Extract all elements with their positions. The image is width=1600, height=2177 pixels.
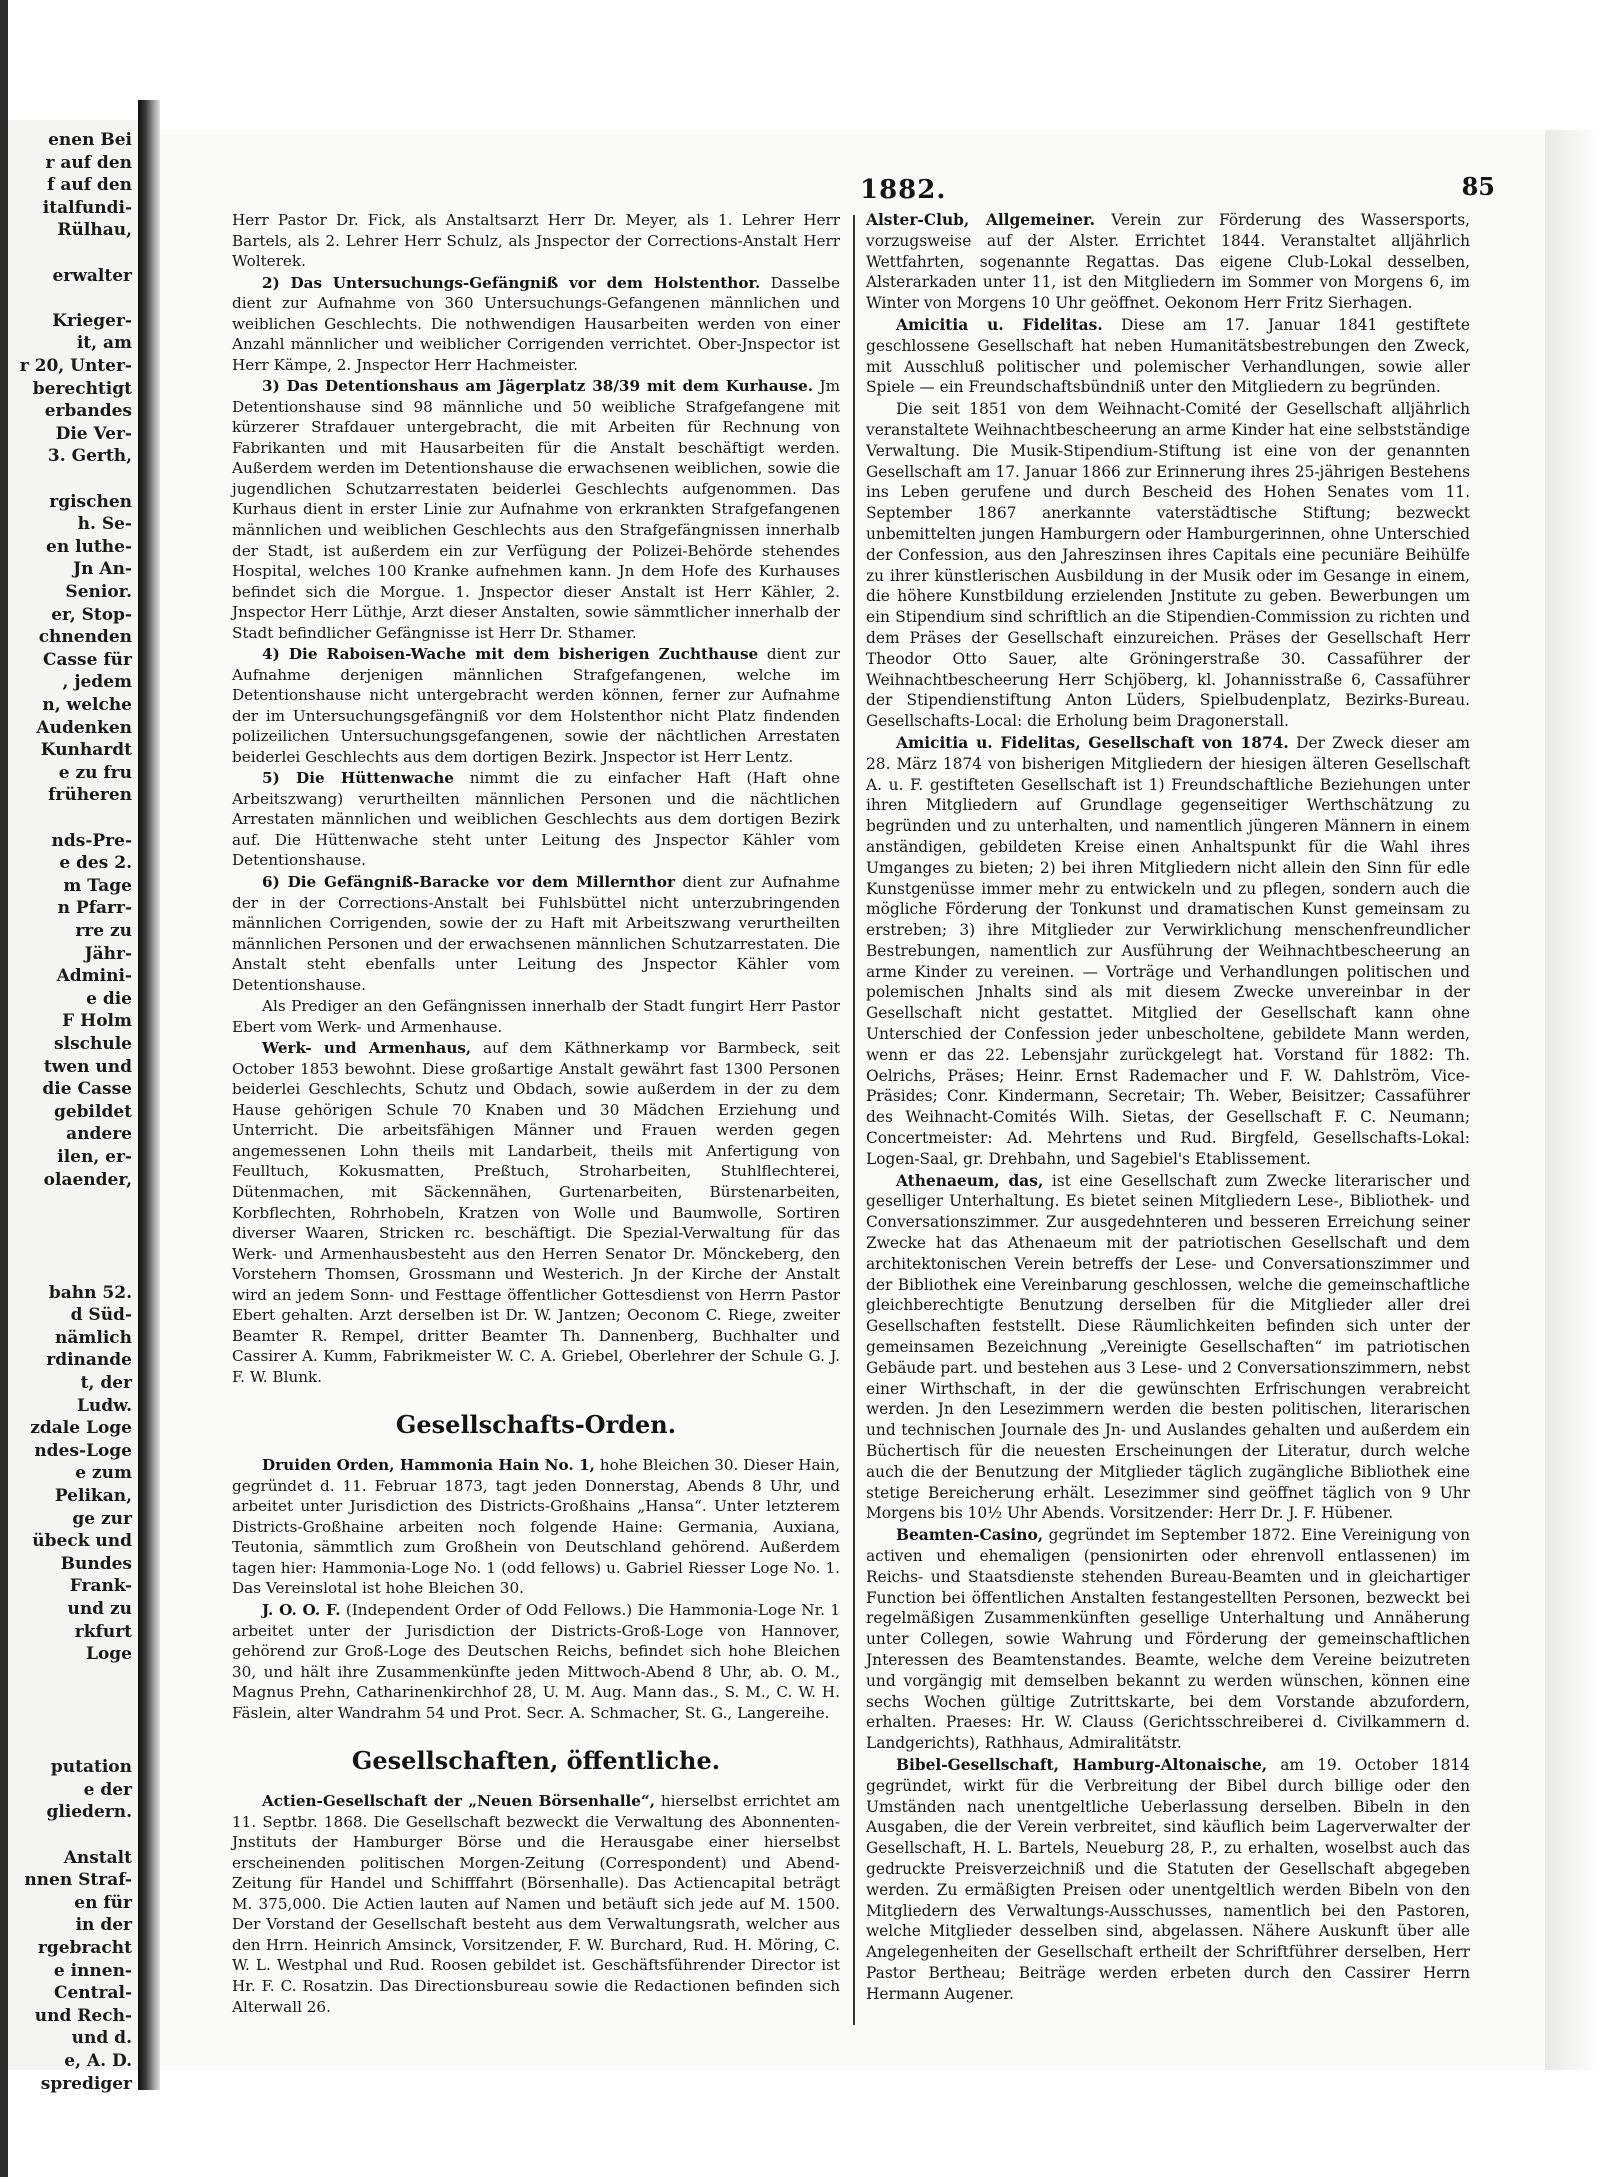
previous-page-line: übeck und [32,1531,132,1552]
previous-page-line: en luthe- [46,536,132,557]
entry-text: dient zur Aufnahme derjenigen männlichen Strafgefangenen, welche im Detentionshause nicht untergebracht werden können, ferner zur Aufnahme der im Untersuchungsgefängniß vor dem Holstenthor nicht Platz findenden polizeilichen Untersuchungsgefangenen, sowie der nächtlichen Arrestaten beiderlei Geschlechts aus dem dortigen Bezirk. Jnspector ist Herr Lentz. [232,645,841,766]
previous-page-line: e die [86,988,132,1009]
previous-page-fragment [8,120,138,2094]
entry-paragraph [232,768,840,871]
page-number: 85 [1461,172,1495,201]
previous-page-line: e, A. D. [64,2051,132,2071]
previous-page-line: n Pfarr- [57,898,132,919]
previous-page-line: enen Bei [48,130,132,150]
previous-page-line: ilen, er- [57,1147,132,1167]
previous-page-line: und Rech- [34,2005,132,2026]
previous-page-line: rdinande [46,1350,132,1371]
previous-page-line: erbandes [44,401,132,422]
entry-paragraph [232,1600,840,1723]
previous-page-line: h. Se- [77,514,132,535]
previous-page-line: r auf den [45,152,132,173]
entry-heading: Actien-Gesellschaft der „Neuen Börsenhalle“, [262,1792,655,1811]
previous-page-line: berechtigt [32,378,132,399]
previous-page-line: e zu fru [58,762,132,783]
entry-text: Diese am 17. Januar 1841 gestiftete geschlossene Gesellschaft hat neben Humanitätsbestrebungen den Zweck, mit Ausschluß politischer und polemischer Verhandlungen, sowie aller Spiele — ein Freundschaftsbündniß unter den Mitgliedern zu begründen. [866,315,1470,397]
page-header-year: 1882. [860,175,947,205]
previous-page-line: in der [75,1915,132,1936]
previous-page-line: rgischen [49,491,132,512]
previous-page-line: F Holm [62,1011,132,1032]
entry-heading: Athenaeum, das, [896,1171,1044,1190]
section-heading: Gesellschaften, öffentliche. [351,1746,721,1776]
previous-page-line: en für [74,1892,132,1913]
previous-page-line: ge zur [72,1508,132,1529]
previous-page-line: olaender, [43,1169,132,1190]
previous-page-line: Bundes [60,1553,132,1574]
entry-paragraph [232,273,840,376]
entry-paragraph [866,1755,1470,2005]
previous-page-line: 3. Gerth, [47,446,132,467]
entry-text: Herr Pastor Dr. Fick, als Anstaltsarzt Herr Dr. Meyer, als 1. Lehrer Herr Bartels, als 2. Lehrer Herr Schulz, als Jnspector der Corrections-Anstalt Herr Wolterek. [232,211,840,271]
previous-page-line: Loge [86,1644,132,1665]
book-binding [138,100,160,2090]
previous-page-line: rre zu [75,921,132,941]
previous-page-line: italfundi- [42,197,132,218]
entry-heading: Beamten-Casino, [896,1526,1044,1545]
previous-page-line: twen und [43,1056,132,1077]
previous-page-line: Jähr- [84,943,132,964]
previous-page-line: gliedern. [46,1802,132,1823]
entry-text: hierselbst errichtet am 11. Septbr. 1868. Die Gesellschaft bezweckt die Verwaltung des Abonnenten-Jnstituts der Hamburger Börse und die Herausgabe einer hierselbst erscheinenden politischen Morgen-Zeitung (Correspondent) und Abend-Zeitung für Handel und Schifffahrt (Börsenhalle). Das Actiencapital beträgt M. 375,000. Die Actien lauten auf Namen und betäuft sich jede auf M. 1500. Der Vorstand der Gesellschaft besteht aus dem Verwaltungsrath, welcher aus den Hrrn. Heinrich Amsinck, Vorsitzender, F. W. Burchard, Rud. H. Möring, C. W. L. Westphal und Rud. Roosen gebildet ist. Geschäftsführender Director ist Hr. F. C. Rosatzin. Das Directionsbureau sowie die Redactionen befinden sich Alterwall 26. [232,1792,840,2016]
previous-page-line: Pelikan, [54,1486,132,1506]
entry-text: gegründet im September 1872. Eine Vereinigung von activen und ehemaligen (pensionirten oder ehrenvoll entlassenen) im Reichs- und Staatsdienste stehenden Bureau-Beamten und in gleichartiger Function bei öffentlichen Anstalten festangestellten Personen, bezweckt bei regelmäßigen Zusammenkünften gesellige Unterhaltung und Annäherung unter Collegen, sowie Wahrung und Förderung der gemeinschaftlichen Jnteressen des Beamtenstandes. Beamte, welche dem Vereine beizutreten und vorgängig mit demselben bekannt zu werden wünschen, können eine sechs Wochen gültige Zutrittskarte, bei dem Vorstande abzufordern, erhalten. Praeses: Hr. W. Clauss (Gerichtsschreiberei d. Civilkammern d. Landgerichts), Rathhaus, Admiralitätstr. [866,1526,1470,1753]
entry-paragraph [232,872,840,995]
entry-heading: Alster-Club, Allgemeiner. [866,211,1096,229]
previous-page-line: e des 2. [59,853,132,874]
previous-page-line: und zu [67,1599,132,1619]
previous-page-line: m Tage [63,875,132,896]
entry-text: ist eine Gesellschaft zum Zwecke literarischer und geselliger Unterhaltung. Es bietet seinen Mitgliedern Lese-, Bibliothek- und Conversationszimmer. Zur ausgedehnteren und besseren Erreichung seiner Zwecke hat das Athenaeum mit der patriotischen Gesellschaft und dem architektonischen Verein betreffs der Lese- und Conversationszimmer und der Bibliothek eine Vereinbarung geschlossen, welche die gemeinschaftliche gleichberechtigte Benutzung derselben für die Mitglieder aller drei Gesellschaften feststellt. Diese Räumlichkeiten befinden sich unter der gemeinsamen Bezeichnung „Vereinigte Gesellschaften“ im patriotischen Gebäude part. und bestehen aus 3 Lese- und 2 Conversationszimmern, nebst einer Wirthschaft, in der die gewünschten Erfrischungen verabreicht werden. Jn den Lesezimmern werden die besten politischen, literarischen und technischen Journale des Jn- und Auslandes gehalten und außerdem ein Büchertisch für die neuesten Erscheinungen der Literatur, durch welche auch die der Benutzung der Mitglieder täglich zugängliche Bibliothek eine stetige Bereicherung erhält. Lesezimmer sind geöffnet täglich von 9 Uhr Morgens bis 10½ Uhr Abends. Vorsitzender: Herr Dr. J. F. Hübener. [866,1171,1470,1523]
entry-paragraph [232,376,840,643]
previous-page-line: Audenken [36,717,132,738]
entry-text: am 19. October 1814 gegründet, wirkt für die Verbreitung der Bibel durch billige oder den Umständen nach unentgeltliche Ueberlassung derselben. Bibeln in den Ausgaben, die der Verein verbreitet, sind käuflich beim Lagerverwalter der Gesellschaft, H. L. Bartels, Neueburg 28, P., zu erhalten, woselbst auch das gedruckte Preisverzeichniß und die Statuten der Gesellschaft abgegeben werden. Zu ermäßigten Preisen oder unentgeltlich werden Bibeln von den Mitgliedern des Verwaltungs-Ausschusses, namentlich bei den Pastoren, welche Mitglieder desselben sind, abgelassen. Nähere Auskunft über alle Angelegenheiten der Gesellschaft ertheilt der Schriftführer derselben, Herr Pastor Bertheau; Beiträge werden erbeten durch den Cassirer Herrn Hermann Augener. [866,1755,1470,2003]
previous-page-line: Kunhardt [40,740,132,761]
entry-paragraph [232,644,840,767]
previous-page-line: r 20, Unter- [19,356,132,376]
entry-paragraph [866,210,1470,314]
entry-heading: 2) Das Untersuchungs-Gefängniß vor dem Holstenthor. [262,273,761,292]
entry-paragraph [232,1455,840,1599]
entry-paragraph [866,399,1470,732]
previous-page-line: Central- [53,1983,132,2004]
entry-paragraph [866,1171,1470,1525]
previous-page-line: Jn An- [73,559,132,580]
previous-page-line: Die Ver- [55,423,132,444]
previous-page-line: putation [50,1757,132,1778]
previous-page-line: e zum [75,1463,132,1484]
previous-page-line: Frank- [69,1576,132,1597]
entry-text: Dasselbe dient zur Aufnahme von 360 Untersuchungs-Gefangenen männlichen und weiblichen Geschlechts. Die nothwendigen Hausarbeiten werden von einer Anzahl männlicher und weiblicher Corrigenden verrichtet. Ober-Jnspector ist Herr Kämpe, 2. Jnspector Herr Hachmeister. [232,273,840,374]
previous-page-line: f auf den [47,175,132,196]
previous-page-line: Krieger- [52,310,132,331]
page-edge-shade [1545,130,1600,2070]
entry-text: Der Zweck dieser am 28. März 1874 von bisherigen Mitgliedern der hiesigen älteren Gesellschaft A. u. F. gestifteten Gesellschaft ist 1) Freundschaftliche Beziehungen unter ihren Mitgliedern auf Grundlage gegenseitiger Werthschätzung zu begründen und zu unterhalten, und namentlich jüngeren Männern in einem anständigen, gebildeten Kreise einen Anhaltspunkt für die Wahl ihres Umganges zu bieten; 2) bei ihren Mitgliedern nicht allein den Sinn für edle Kunstgenüsse immer mehr zu entwickeln und zu pflegen, sondern auch die mögliche Förderung der Tonkunst und dramatischen Kunst gemeinsam zu erstreben; 3) ihre Mitglieder zur Verwirklichung menschenfreundlicher Bestrebungen, namentlich zur Ausführung der Weihnachtbescheerung an arme Kinder zu vereinen. — Vorträge und Verhandlungen politischen und polemischen Jnhalts sind als mit diesem Zwecke unvereinbar in der Gesellschaft nicht gestattet. Mitglied der Gesellschaft kann ohne Unterschied der Confession jeder unbescholtene, gebildete Mann werden, wenn er das 22. Lebensjahr zurückgelegt hat. Vorstand für 1882: Th. Oelrichs, Präses; Heinr. Ernst Rademacher und F. W. Dahlström, Vice-Präsides; Conr. Kindermann, Secretair; Th. Weber, Beisitzer; Cassaführer des Weihnacht-Comités Wilh. Sietas, der Gesellschaft F. C. Neumann; Concertmeister: Ad. Mehrtens und Rud. Birgfeld, Gesellschafts-Lokal: Logen-Saal, gr. Drehbahn, und Sagebiel's Etablissement. [866,733,1470,1168]
entry-text: Verein zur Förderung des Wassersports, vorzugsweise auf der Alster. Errichtet 1844. Veranstaltet alljährlich Wettfahrten, sogenannte Regattas. Das eigene Club-Lokal desselben, Alsterarkaden unter 11, ist den Mitgliedern im Sommer von Morgens 6, im Winter von Morgens 10 Uhr geöffnet. Oekonom Herr Fritz Sierhagen. [866,211,1470,313]
previous-page-line: sprediger [40,2073,132,2094]
previous-page-line: it, am [76,333,132,354]
entry-heading: Amicitia u. Fidelitas. [896,315,1103,334]
previous-page-line: Casse für [42,649,132,670]
entry-paragraph [232,210,840,272]
entry-text: dient zur Aufnahme der in der Corrections-Anstalt bei Fuhlsbüttel nicht unterzubringenden männlichen Corrigenden, sowie der zu Haft mit Arbeitszwang verurtheilten männlichen Personen und der erwachsenen männlichen Schutzarrestaten. Die Anstalt steht ebenfalls unter Leitung des Jnspector Kähler vom Detentionshause. [232,873,840,994]
previous-page-line: andere [66,1124,132,1145]
previous-page-line: er, Stop- [51,604,132,625]
scan-edge [0,0,8,2177]
entry-text: Als Prediger an den Gefängnissen innerhalb der Stadt fungirt Herr Pastor Ebert vom Werk- und Armenhause. [232,997,840,1036]
left-column [232,210,840,2017]
entry-paragraph [866,315,1470,398]
previous-page-line: ndes-Loge [34,1440,132,1461]
entry-text: Jm Detentionshause sind 98 männliche und 50 weibliche Strafgefangene mit kürzerer Strafdauer untergebracht, die mit Arbeiten für Rechnung von Fabrikanten und mit Hausarbeiten für die Anstalt beschäftigt werden. Außerdem werden im Detentionshause die erwachsenen weiblichen, sowie die jugendlichen Schutzarrestaten beiderlei Geschlechts aufgenommen. Das Kurhaus dient in erster Linie zur Aufnahme von erkrankten Strafgefangenen männlichen und weiblichen Geschlechts aus den Strafgefängnissen innerhalb der Stadt, ist außerdem ein zur Verfügung der Polizei-Behörde stehendes Hospital, welches 100 Kranke aufnehmen kann. Jn dem Hofe des Kurhauses befindet sich die Morgue. 1. Jnspector dieser Anstalt ist Herr Kähler, 2. Jnspector Herr Lüthje, Arzt dieser Anstalten, sowie sämmtlicher innerhalb der Stadt befindlicher Gefängnisse ist Herr Dr. Sthamer. [232,377,840,642]
previous-page-line: Ludw. [76,1395,132,1416]
previous-page-line: nämlich [55,1327,132,1348]
previous-page-line: Admini- [56,966,132,987]
entry-heading: 3) Das Detentionshaus am Jägerplatz 38/39 mit dem Kurhause. [262,377,814,396]
previous-page-line: gebildet [53,1101,132,1122]
entry-heading: Bibel-Gesellschaft, Hamburg-Altonaische, [896,1755,1268,1774]
previous-page-line: e der [83,1779,132,1800]
previous-page-line: nds-Pre- [51,830,132,851]
entry-heading: 5) Die Hüttenwache [262,769,454,788]
column-divider [853,215,855,2025]
entry-paragraph [232,996,840,1037]
previous-page-line: t, der [80,1373,132,1393]
entry-paragraph [232,1791,840,2017]
previous-page-line: d Süd- [70,1305,132,1326]
previous-page-line: rgebracht [37,1938,132,1958]
entry-text: nimmt die zu einfacher Haft (Haft ohne Arbeitszwang) verurtheilten männlichen Personen und die nächtlichen Arrestaten männlichen und weiblichen Geschlechts aus dem dortigen Bezirk auf. Die Hüttenwache steht unter Leitung des Jnspector Kähler vom Detentionshause. [232,769,840,870]
entry-paragraph [866,1525,1470,1754]
previous-page-line: rkfurt [74,1621,132,1642]
previous-page-line: früheren [48,785,132,806]
previous-page-line: chnenden [38,627,132,648]
previous-page-line: die Casse [42,1079,132,1100]
entry-text: Die seit 1851 von dem Weihnacht-Comité der Gesellschaft alljährlich veranstaltete Weihnachtbescheerung an arme Kinder hat eine selbstständige Verwaltung. Die Musik-Stipendium-Stiftung ist eine von der genannten Gesellschaft am 17. Januar 1866 zur Erinnerung ihres 25-jährigen Bestehens ins Leben gerufene und durch Bescheid des Hohen Senates vom 11. September 1867 anerkannte vaterstädtische Stiftung; bezweckt unbemittelten jungen Hamburgern oder Hamburgerinnen, ohne Unterschied der Confession, aus den Jahreszinsen ihres Capitals eine pecuniäre Beihülfe zu ihrer künstlerischen Ausbildung in der Musik oder im Gesange in einem, die höhere Kunstbildung erzielenden Jnstitute zu geben. Bewerbungen um ein Stipendium sind schriftlich an die Stipendien-Commission zu richten und dem Präses der Gesellschaft einzureichen. Präses der Gesellschaft Herr Theodor Otto Sauer, alte Gröningerstraße 30. Cassaführer der Weihnachtbescheerung Herr Schjöberg, kl. Johannisstraße 6, Cassaführer der Stipendienstiftung Anton Lüders, Spielbudenplatz, Bezirks-Bureau. Gesellschafts-Local: die Erholung beim Dragonerstall. [866,400,1470,731]
previous-page-line: nnen Straf- [24,1870,132,1891]
entry-heading: Werk- und Armenhaus, [262,1039,472,1058]
previous-page-line: slschule [54,1034,132,1054]
entry-heading: Druiden Orden, Hammonia Hain No. 1, [262,1456,595,1475]
previous-page-line: n, welche [42,695,132,715]
entry-paragraph [866,733,1470,1170]
previous-page-line: Rülhau, [57,220,132,241]
section-heading: Gesellschafts-Orden. [395,1410,677,1440]
previous-page-line: erwalter [52,265,132,286]
previous-page-line: , jedem [62,672,132,693]
previous-page-line: e innen- [53,1960,132,1981]
previous-page-line: Anstalt [63,1847,132,1868]
entry-text: (Independent Order of Odd Fellows.) Die Hammonia-Loge Nr. 1 arbeitet unter der Jurisdiction der Districts-Groß-Loge von Hannover, gehörend zur Groß-Loge des Deutschen Reichs, befindet sich hohe Bleichen 30, und hält ihre Zusammenkünfte jeden Mittwoch-Abend 8 Uhr, ab. O. M., Magnus Prehn, Catharinenkirchhof 28, U. M. Aug. Mann das., S. M., C. W. H. Fäslein, alter Wandrahm 54 und Prot. Secr. A. Schmacher, St. G., Langereihe. [232,1601,840,1722]
entry-text: auf dem Käthnerkamp vor Barmbeck, seit October 1853 bewohnt. Diese großartige Anstalt gewährt fast 1300 Personen beiderlei Geschlechts, Schutz und Obdach, sowie außerdem in der zu dem Hause gehörigen Schule 70 Knaben und 30 Mädchen Erziehung und Unterricht. Die arbeitsfähigen Männer und Frauen werden gegen angemessenen Lohn theils mit Landarbeit, theils mit Anfertigung von Feulltuch, Kokusmatten, Preßtuch, Stroharbeiten, Stuhlflechterei, Dütenmachen, mit Säckennähen, Gurtenarbeiten, Bürstenarbeiten, Korbflechten, Rohrhobeln, Kratzen von Wolle und Baumwolle, Sortiren diverser Waaren, Stricken rc. beschäftigt. Die Spezial-Verwaltung für das Werk- und Armenhausbesteht aus den Herren Senator Dr. Mönckeberg, den Vorstehern Thomsen, Grossmann und Westerich. Jn der Kirche der Anstalt wird an jedem Sonn- und Festtage öffentlicher Gottesdienst von Herrn Pastor Ebert gehalten. Arzt derselben ist Dr. W. Jantzen; Oeconom C. Riege, zweiter Beamter R. Rempel, dritter Beamter Th. Dannenberg, Buchhalter und Cassirer A. Kumm, Fabrikmeister W. C. A. Griebel, Oberlehrer der Schule G. J. F. W. Blunk. [232,1039,840,1386]
previous-page-line: zdale Loge [30,1418,132,1439]
entry-heading: J. O. O. F. [262,1601,341,1619]
right-column [866,210,1470,2005]
previous-page-line: bahn 52. [48,1282,132,1303]
previous-page-line: Senior. [65,582,132,602]
entry-heading: 4) Die Raboisen-Wache mit dem bisherigen Zuchthause [262,645,759,664]
entry-heading: Amicitia u. Fidelitas, Gesellschaft von 1874. [896,733,1289,752]
entry-paragraph [232,1038,840,1387]
entry-text: hohe Bleichen 30. Dieser Hain, gegründet d. 11. Februar 1873, tagt jeden Donnerstag, Abends 8 Uhr, und arbeitet unter Jurisdiction des Districts-Großhains „Hansa“. Unter letzterem Districts-Großhaine arbeiten noch folgende Haine: Germania, Auxiana, Teutonia, sämmtlich zum Großhein von Deutschland gehörend. Außerdem tagen hier: Hammonia-Loge No. 1 (odd fellows) u. Gabriel Riesser Loge No. 1. Das Vereinslotal ist hohe Bleichen 30. [232,1456,840,1598]
previous-page-line: und d. [71,2028,132,2049]
entry-heading: 6) Die Gefängniß-Baracke vor dem Millernthor [262,873,676,891]
